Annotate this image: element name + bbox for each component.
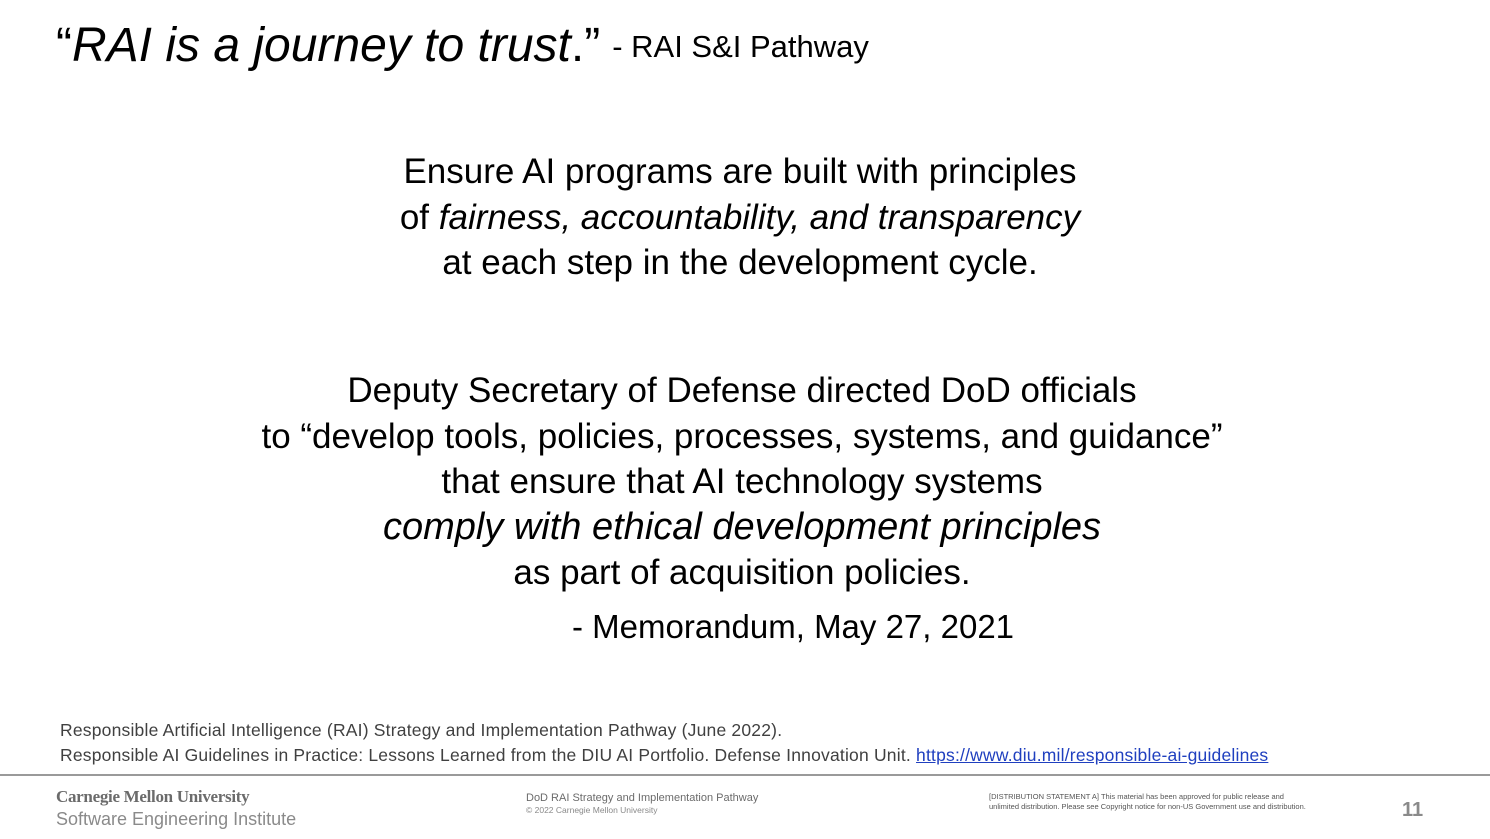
principles-line-2 (0, 195, 1480, 241)
distribution-line-2: unlimited distribution. Please see Copyright notice for non-US Government use and distribution. (989, 802, 1306, 811)
directive-line-4: comply with ethical development principles (382, 505, 1102, 548)
directive-line-3: that ensure that AI technology systems (441, 462, 1043, 501)
cmu-sei-logo (56, 788, 296, 828)
footer-presentation-title: DoD RAI Strategy and Implementation Pathway (526, 792, 759, 804)
footer-divider (0, 774, 1490, 776)
footer-copyright: © 2022 Carnegie Mellon University (526, 805, 658, 815)
principles-line-2-italic: fairness, accountability, and transparency (438, 197, 1081, 237)
title-quote-text: RAI is a journey to trust (71, 19, 571, 72)
principles-line-2-prefix: of (399, 197, 439, 237)
title-attribution: - RAI S&I Pathway (612, 29, 869, 64)
logo-institute: Software Engineering Institute (56, 809, 297, 829)
principles-line-1: Ensure AI programs are built with principles (403, 152, 1077, 191)
distribution-statement (989, 792, 1306, 812)
title-quote (56, 19, 600, 72)
title-open-quote: “ (56, 19, 72, 72)
reference-2-link[interactable]: https://www.diu.mil/responsible-ai-guidelines (916, 745, 1269, 765)
directive-line-5: as part of acquisition policies. (513, 553, 971, 592)
principles-line-3: at each step in the development cycle. (442, 243, 1038, 282)
logo-university: Carnegie Mellon University (56, 787, 250, 806)
references (60, 718, 1268, 768)
memo-attribution: - Memorandum, May 27, 2021 (572, 608, 1015, 645)
reference-1: Responsible Artificial Intelligence (RAI) Strategy and Implementation Pathway (June 2022). (60, 720, 783, 740)
page-number: 11 (1402, 799, 1424, 821)
title-close-quote: .” (570, 19, 601, 72)
principles-block (0, 149, 1480, 286)
footer-center (526, 793, 758, 815)
directive-line-1: Deputy Secretary of Defense directed DoD officials (347, 371, 1137, 410)
directive-block (0, 368, 1484, 596)
reference-2-text: Responsible AI Guidelines in Practice: Lessons Learned from the DIU AI Portfolio. Defense Innovation Unit. (60, 745, 917, 765)
distribution-line-1: [DISTRIBUTION STATEMENT A] This material has been approved for public release and (989, 792, 1284, 801)
slide-title (56, 19, 869, 72)
reference-2 (60, 743, 1268, 768)
directive-line-2: to “develop tools, policies, processes, systems, and guidance” (261, 416, 1223, 456)
